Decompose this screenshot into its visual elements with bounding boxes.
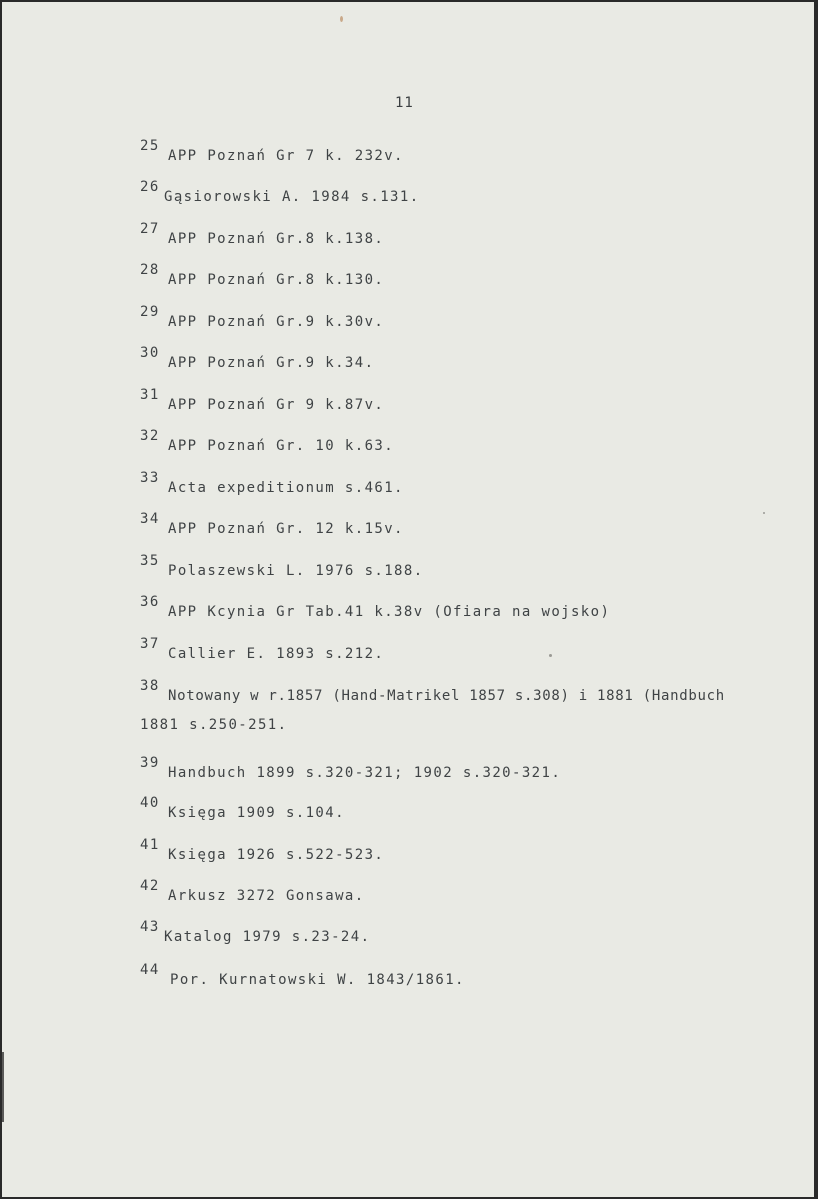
footnote-text: APP Poznań Gr.8 k.138. [168,231,385,247]
footnote-number: 39 [140,755,160,771]
footnote-number: 36 [140,594,160,610]
footnote-number: 44 [140,962,160,978]
footnote-text: Handbuch 1899 s.320-321; 1902 s.320-321. [168,765,562,781]
footnote-text: APP Poznań Gr.9 k.34. [168,355,375,371]
footnote-number: 34 [140,511,160,527]
footnote-text: APP Poznań Gr.8 k.130. [168,272,385,288]
footnote-number: 30 [140,345,160,361]
footnote-text: APP Poznań Gr.9 k.30v. [168,314,385,330]
footnote-number: 38 [140,678,160,694]
footnote-number: 42 [140,878,160,894]
scan-speck [763,512,765,514]
footnote-text: Por. Kurnatowski W. 1843/1861. [170,972,465,988]
footnote-text: Callier E. 1893 s.212. [168,646,385,662]
scan-speck [549,654,552,657]
footnote-number: 27 [140,221,160,237]
footnote-38-continuation: 1881 s.250-251. [140,717,288,733]
footnote-number: 26 [140,179,160,195]
footnote-number: 41 [140,837,160,853]
footnote-text: Acta expeditionum s.461. [168,480,404,496]
footnote-number: 31 [140,387,160,403]
footnote-text: Notowany w r.1857 (Hand-Matrikel 1857 s.308) i 1881 (Handbuch [168,688,725,704]
scan-speck [340,16,343,22]
footnote-text: APP Poznań Gr 7 k. 232v. [168,148,404,164]
footnote-number: 40 [140,795,160,811]
footnote-text: APP Poznań Gr 9 k.87v. [168,397,385,413]
footnote-number: 32 [140,428,160,444]
footnote-text: Księga 1926 s.522-523. [168,847,385,863]
footnote-number: 25 [140,138,160,154]
footnote-text: APP Kcynia Gr Tab.41 k.38v (Ofiara na wojsko) [168,604,611,620]
footnote-number: 43 [140,919,160,935]
document-page [2,2,814,1197]
footnote-text: APP Poznań Gr. 10 k.63. [168,438,395,454]
page-number: 11 [395,95,414,111]
footnote-text: Polaszewski L. 1976 s.188. [168,563,424,579]
footnote-text: APP Poznań Gr. 12 k.15v. [168,521,404,537]
footnote-number: 37 [140,636,160,652]
scan-edge-line [2,1052,4,1122]
footnote-number: 28 [140,262,160,278]
footnote-text: Katalog 1979 s.23-24. [164,929,371,945]
footnote-number: 29 [140,304,160,320]
footnote-text: Arkusz 3272 Gonsawa. [168,888,365,904]
footnote-text: Księga 1909 s.104. [168,805,345,821]
footnote-text: Gąsiorowski A. 1984 s.131. [164,189,420,205]
footnote-number: 33 [140,470,160,486]
footnote-number: 35 [140,553,160,569]
